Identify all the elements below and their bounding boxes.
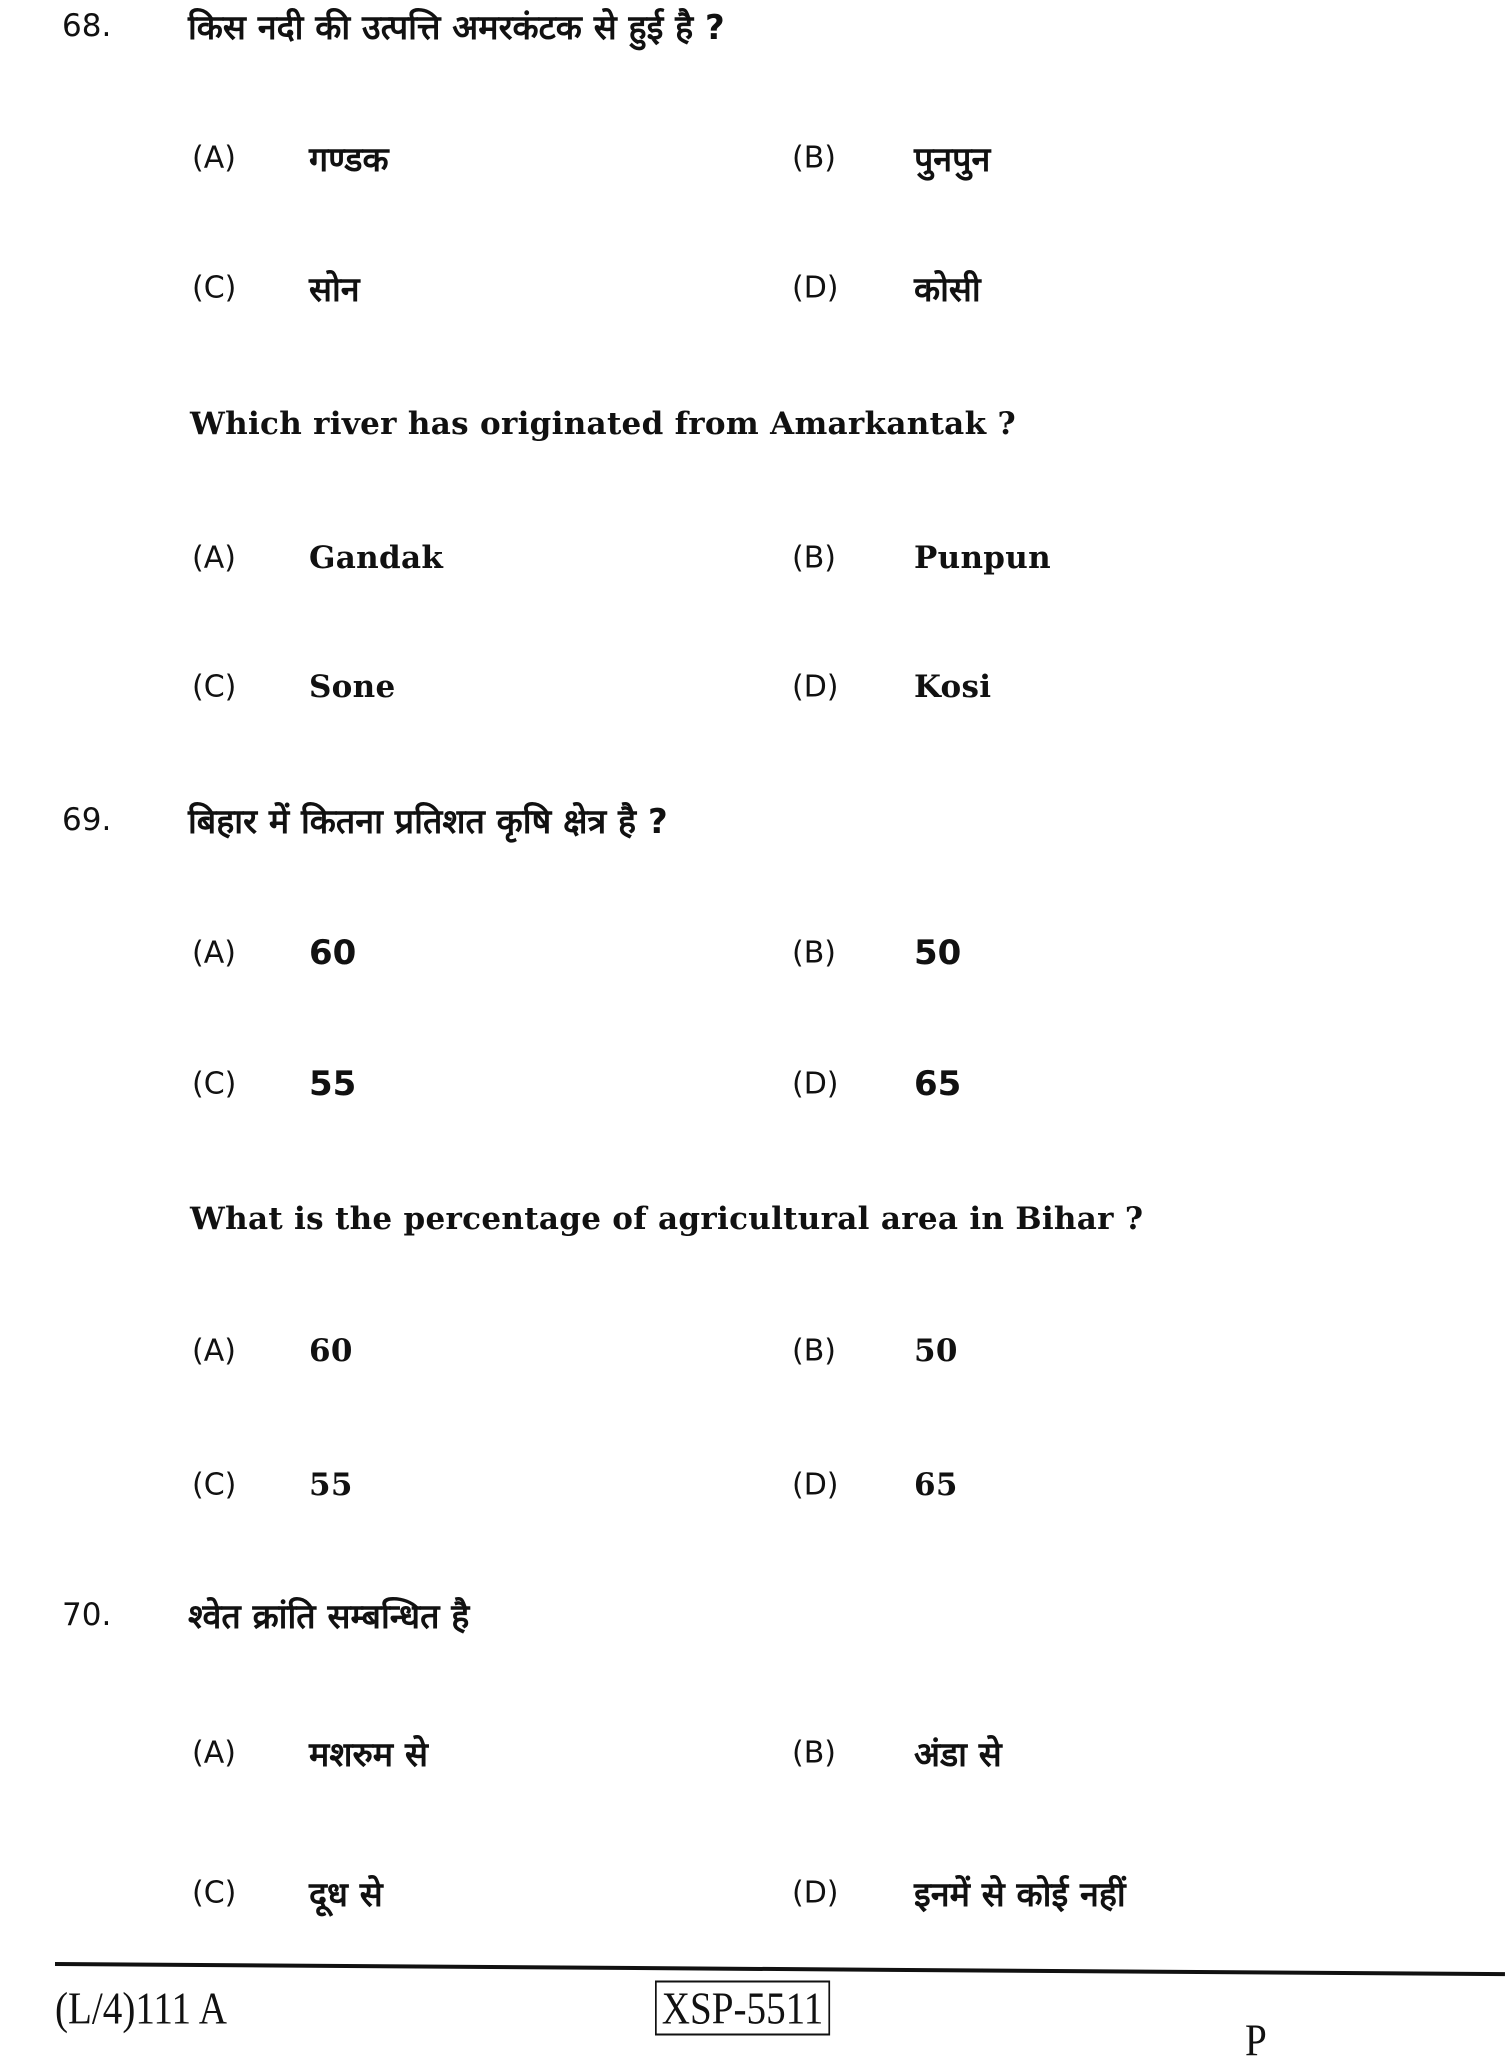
option-text: 50 <box>914 1333 958 1369</box>
footer-paper-code: (L/4)111 A <box>55 1982 227 2034</box>
option-label: (B) <box>792 935 836 971</box>
option-text: 65 <box>914 1467 958 1503</box>
option-text: 55 <box>309 1467 353 1503</box>
option-label: (D) <box>792 1066 839 1102</box>
option-text: 60 <box>309 1333 353 1369</box>
option-text: Punpun <box>914 540 1051 576</box>
question-text-english: Which river has originated from Amarkantak ? <box>190 406 1016 442</box>
series-code-box: XSP-5511 <box>655 1981 830 2036</box>
option-label: (A) <box>192 1333 236 1369</box>
question-text-english: What is the percentage of agricultural area in Bihar ? <box>190 1201 1144 1237</box>
option-label: (D) <box>792 270 839 306</box>
question-text-hindi: श्वेत क्रांति सम्बन्धित है <box>188 1597 470 1637</box>
footer-series-code <box>655 1982 830 2035</box>
option-text: 65 <box>914 1064 962 1104</box>
option-label: (C) <box>192 1875 237 1911</box>
option-text: Sone <box>309 669 396 705</box>
option-label: (C) <box>192 669 237 705</box>
option-text: 50 <box>914 933 962 973</box>
option-text: दूध से <box>309 1875 383 1915</box>
option-text: सोन <box>309 270 360 310</box>
question-text-hindi: बिहार में कितना प्रतिशत कृषि क्षेत्र है ? <box>188 802 668 842</box>
question-text-hindi: किस नदी की उत्पत्ति अमरकंटक से हुई है ? <box>188 8 725 48</box>
option-label: (D) <box>792 1467 839 1503</box>
footer-page-number: P <box>1245 2014 1267 2066</box>
option-text: अंडा से <box>914 1735 1002 1775</box>
option-label: (A) <box>192 540 236 576</box>
option-text: कोसी <box>914 270 981 310</box>
option-label: (C) <box>192 270 237 306</box>
option-label: (B) <box>792 1735 836 1771</box>
option-label: (B) <box>792 1333 836 1369</box>
option-text: 60 <box>309 933 357 973</box>
option-label: (D) <box>792 1875 839 1911</box>
option-label: (C) <box>192 1467 237 1503</box>
question-number: 70. <box>62 1597 112 1633</box>
question-number: 68. <box>62 8 112 44</box>
option-text: गण्डक <box>309 140 389 180</box>
option-text: Gandak <box>309 540 444 576</box>
footer-rule <box>55 1962 1505 1976</box>
option-text: 55 <box>309 1064 357 1104</box>
option-label: (A) <box>192 140 236 176</box>
option-text: पुनपुन <box>914 140 991 180</box>
option-text: इनमें से कोई नहीं <box>914 1875 1126 1915</box>
question-number: 69. <box>62 802 112 838</box>
option-text: Kosi <box>914 669 992 705</box>
option-label: (B) <box>792 540 836 576</box>
option-label: (A) <box>192 1735 236 1771</box>
option-text: मशरुम से <box>309 1735 428 1775</box>
option-label: (A) <box>192 935 236 971</box>
option-label: (C) <box>192 1066 237 1102</box>
option-label: (D) <box>792 669 839 705</box>
option-label: (B) <box>792 140 836 176</box>
